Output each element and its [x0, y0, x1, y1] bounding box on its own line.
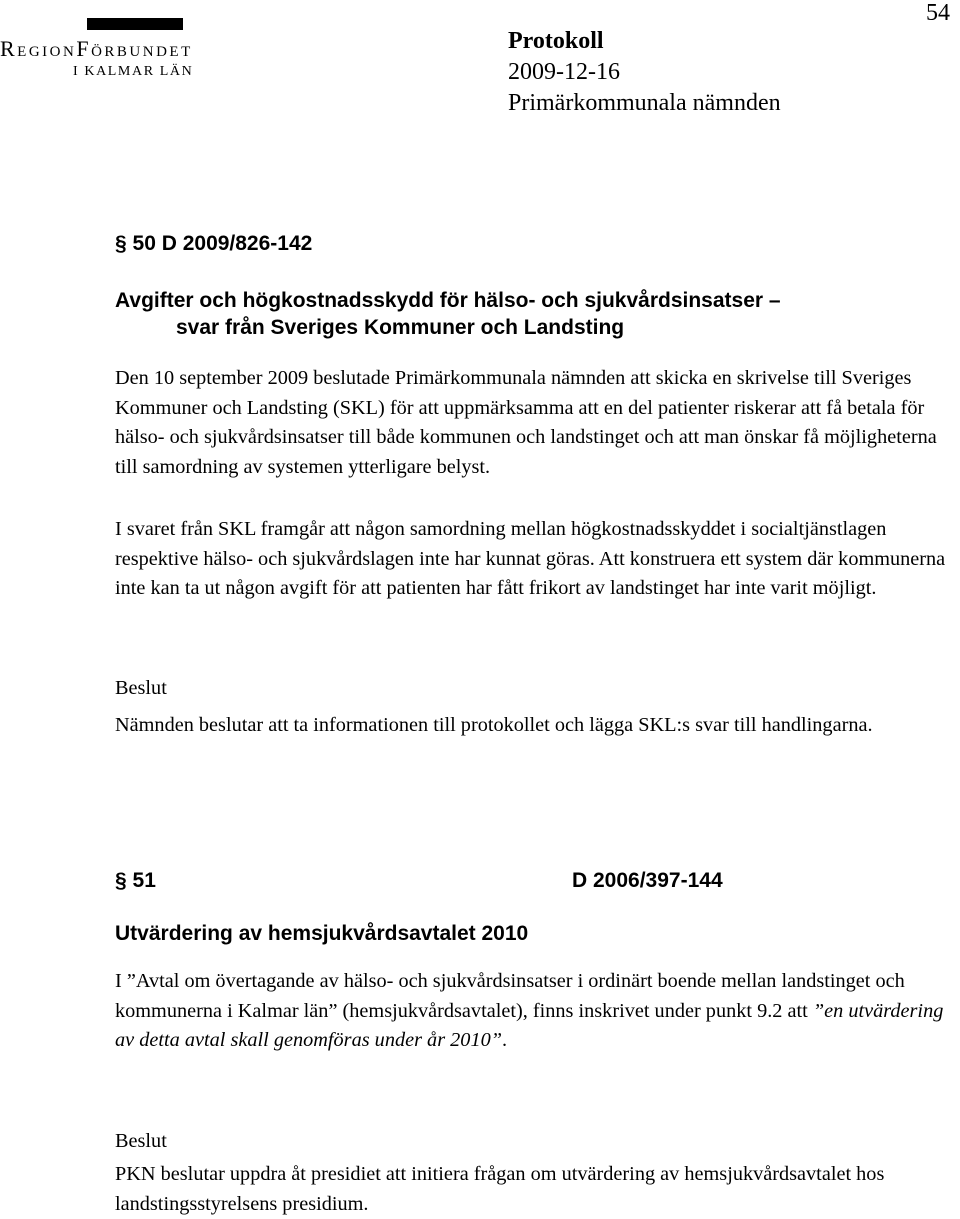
section-51-para1-quote: ”en utvärdering av detta avtal skall genomföras under år 2010” [115, 999, 944, 1052]
section-50-paragraph-1 [115, 364, 955, 482]
section-50-title-line1: Avgifter och högkostnadsskydd för hälso- och sjukvårdsinsatser – [115, 289, 781, 312]
logo-region: I KALMAR LÄN [73, 64, 194, 79]
logo-name: RegionFörbundet [0, 36, 193, 61]
section-50-para1-text: Den 10 september 2009 beslutade Primärkommunala nämnden att skicka en skrivelse till Sveriges Kommuner och Landsting (SKL) för att uppmärksamma att en del patienter riskerar att få betala för hälso- och sjukvårdsinsatser till både kommunen och landstinget och att man önskar få möjligheterna till samordning av systemen ytterligare belyst. [115, 367, 937, 478]
section-51-para1-end: . [502, 1029, 508, 1052]
section-51-beslut-text: PKN beslutar uppdra åt presidiet att initiera frågan om utvärdering av hemsjukvårdsavtalet hos landstingsstyrelsens presidium. [115, 1163, 885, 1215]
section-51-para1-text: I ”Avtal om övertagande av hälso- och sjukvårdsinsatser i ordinärt boende mellan landstinget och kommunerna i Kalmar län” (hemsjukvårdsavtalet), finns inskrivet under punkt 9.2 att [115, 970, 905, 1022]
section-50-para2-text: I svaret från SKL framgår att någon samordning mellan högkostnadsskyddet i socialtjänstlagen respektive hälso- och sjukvårdslagen inte har kunnat göras. Att konstruera ett system där kommunerna inte kan ta ut någon avgift för att patienten har fått frikort av landstinget har inte varit möjligt. [115, 518, 946, 600]
section-50-paragraph-2 [115, 515, 955, 604]
section-51-para1 [115, 967, 955, 1056]
section-51-paragraph-1 [115, 967, 955, 1056]
section-51-title: Utvärdering av hemsjukvårdsavtalet 2010 [115, 922, 529, 945]
section-50-heading: § 50 D 2009/826-142 [115, 232, 313, 255]
section-50-beslut [115, 711, 955, 741]
document-header [508, 26, 781, 119]
page-number: 54 [926, 0, 950, 26]
section-50-beslut-text: Nämnden beslutar att ta informationen till protokollet och lägga SKL:s svar till handlingarna. [115, 714, 873, 736]
committee-name: Primärkommunala nämnden [508, 90, 781, 116]
section-51-reference: D 2006/397-144 [572, 869, 723, 892]
section-51-heading: § 51 [115, 869, 156, 892]
section-51-beslut [115, 1160, 955, 1219]
document-date: 2009-12-16 [508, 59, 620, 85]
section-50-beslut-label: Beslut [115, 677, 167, 699]
section-51-beslut-label: Beslut [115, 1130, 167, 1152]
section-50-title-line2: svar från Sveriges Kommuner och Landsting [176, 316, 625, 339]
logo-bar [87, 18, 183, 30]
document-type: Protokoll [508, 28, 604, 54]
